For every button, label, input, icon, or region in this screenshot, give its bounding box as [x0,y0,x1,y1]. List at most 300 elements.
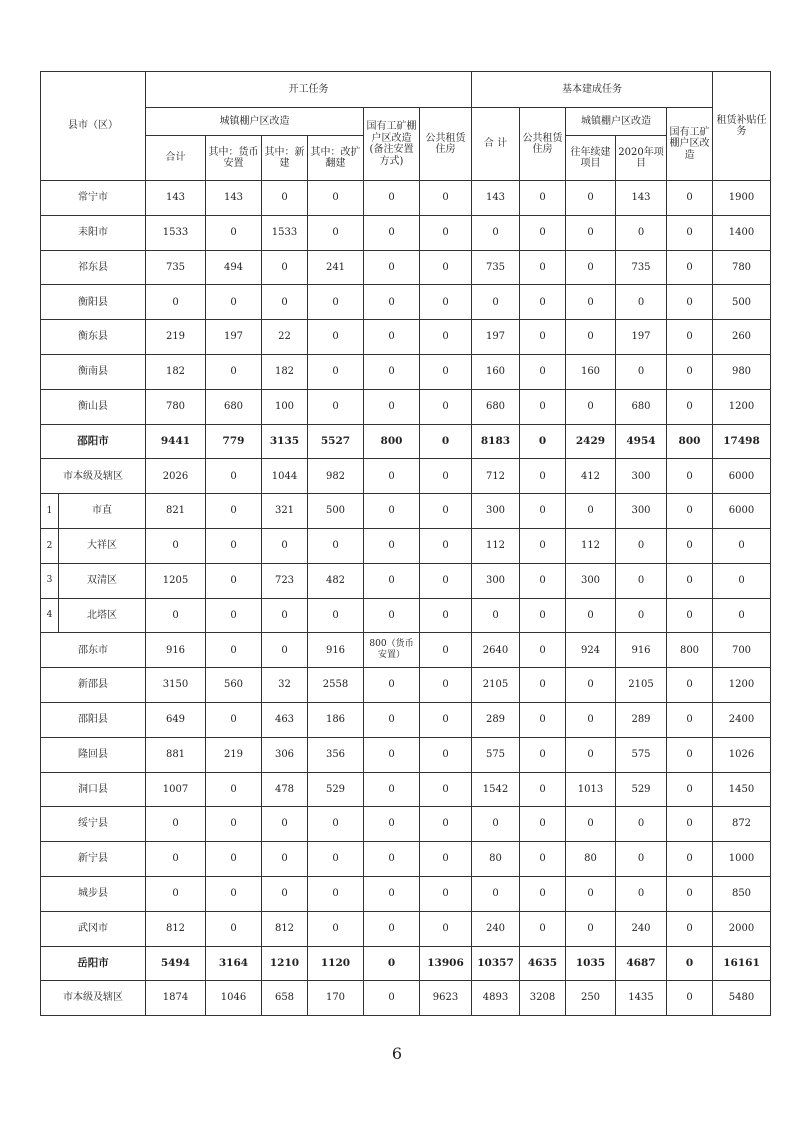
table-cell: 0 [262,807,308,842]
table-cell: 80 [566,842,616,877]
table-row [41,668,771,703]
table-cell: 1007 [146,772,206,807]
table-cell: 0 [364,876,420,911]
header-bc-soe: 国有工矿棚户区改造 [667,108,713,181]
table-cell: 1200 [713,389,771,424]
table-cell: 1533 [262,215,308,250]
page-number: 6 [391,1044,403,1063]
table-cell: 2000 [713,911,771,946]
table-row [41,424,771,459]
table-cell: 0 [667,354,713,389]
table-cell: 0 [566,181,616,216]
table-cell: 0 [146,842,206,877]
table-cell: 0 [206,633,262,668]
row-name: 衡阳县 [41,285,146,320]
table-cell: 0 [667,981,713,1016]
header-urban-shanty: 城镇棚户区改造 [146,108,364,136]
header-county: 县市（区） [41,72,146,181]
table-cell: 0 [520,702,566,737]
table-cell: 0 [616,285,667,320]
table-row [41,528,771,563]
table-cell: 735 [146,250,206,285]
table-cell: 0 [206,215,262,250]
table-cell: 735 [472,250,520,285]
row-name: 衡东县 [41,320,146,355]
table-cell: 0 [566,737,616,772]
table-cell: 0 [206,911,262,946]
table-cell: 9623 [420,981,472,1016]
row-name: 双清区 [59,563,146,598]
table-cell: 240 [472,911,520,946]
table-cell: 3135 [262,424,308,459]
table-cell: 0 [566,876,616,911]
table-cell: 0 [420,528,472,563]
table-cell: 0 [566,598,616,633]
table-cell: 723 [262,563,308,598]
table-row [41,911,771,946]
table-cell: 9441 [146,424,206,459]
table-cell: 0 [420,633,472,668]
table-cell: 779 [206,424,262,459]
table-cell: 260 [713,320,771,355]
table-cell: 1542 [472,772,520,807]
table-cell: 0 [308,598,364,633]
row-name: 耒阳市 [41,215,146,250]
table-cell: 2400 [713,702,771,737]
header-bc-public-rental: 公共租赁住房 [520,108,566,181]
table-row [41,772,771,807]
table-cell: 1026 [713,737,771,772]
table-cell: 22 [262,320,308,355]
table-cell: 0 [472,215,520,250]
table-cell: 1435 [616,981,667,1016]
table-cell: 240 [616,911,667,946]
table-cell: 100 [262,389,308,424]
table-cell: 289 [472,702,520,737]
header-bc-urban-shanty: 城镇棚户区改造 [566,108,667,136]
table-cell: 197 [206,320,262,355]
table-cell: 6000 [713,494,771,529]
table-cell: 0 [667,181,713,216]
table-cell: 0 [420,702,472,737]
table-cell: 0 [667,320,713,355]
table-cell: 0 [520,842,566,877]
header-start-tasks: 开工任务 [146,72,472,108]
table-cell: 0 [667,842,713,877]
table-cell: 1200 [713,668,771,703]
table-cell: 0 [520,911,566,946]
table-cell: 0 [262,876,308,911]
row-name: 邵阳县 [41,702,146,737]
table-cell: 680 [206,389,262,424]
table-cell: 463 [262,702,308,737]
table-cell: 0 [566,911,616,946]
table-cell: 1035 [566,946,616,981]
table-cell: 700 [713,633,771,668]
row-name: 市本级及辖区 [41,459,146,494]
row-name: 市本级及辖区 [41,981,146,1016]
table-cell: 0 [472,807,520,842]
table-cell: 0 [520,285,566,320]
table-cell: 735 [616,250,667,285]
table-cell: 0 [420,911,472,946]
table-cell: 0 [420,320,472,355]
row-name: 祁东县 [41,250,146,285]
table-cell: 0 [420,598,472,633]
table-cell: 0 [667,459,713,494]
table-cell: 575 [472,737,520,772]
table-cell: 0 [472,598,520,633]
table-cell: 0 [308,215,364,250]
header-public-rental: 公共租赁住房 [420,108,472,181]
table-cell: 0 [667,772,713,807]
table-cell: 649 [146,702,206,737]
table-row [41,320,771,355]
row-index: 4 [41,598,59,633]
table-cell: 0 [520,250,566,285]
table-row [41,285,771,320]
table-cell: 2105 [616,668,667,703]
table-cell: 0 [616,842,667,877]
table-cell: 5480 [713,981,771,1016]
table-row [41,842,771,877]
table-cell: 0 [667,946,713,981]
table-cell: 143 [206,181,262,216]
table-cell: 1210 [262,946,308,981]
table-cell: 0 [566,807,616,842]
table-cell: 0 [420,668,472,703]
table-cell: 924 [566,633,616,668]
table-row [41,181,771,216]
table-cell: 0 [667,494,713,529]
table-cell: 10357 [472,946,520,981]
table-cell: 0 [146,876,206,911]
table-cell: 0 [364,737,420,772]
table-cell: 0 [667,389,713,424]
table-cell: 0 [364,946,420,981]
table-cell: 0 [262,598,308,633]
table-cell: 0 [566,702,616,737]
table-cell: 850 [713,876,771,911]
table-cell: 0 [616,563,667,598]
table-cell: 0 [308,876,364,911]
table-cell: 0 [364,285,420,320]
header-basic-build: 基本建成任务 [472,72,713,108]
table-cell: 680 [616,389,667,424]
table-cell: 916 [308,633,364,668]
table-cell: 6000 [713,459,771,494]
table-cell: 0 [616,215,667,250]
header-bc-prior: 往年续建项目 [566,136,616,181]
table-cell: 0 [262,181,308,216]
row-index: 1 [41,494,59,529]
row-name: 大祥区 [59,528,146,563]
table-cell: 0 [206,459,262,494]
table-cell: 680 [472,389,520,424]
table-cell: 658 [262,981,308,1016]
table-cell: 80 [472,842,520,877]
table-row [41,354,771,389]
table-row [41,459,771,494]
table-cell: 0 [364,181,420,216]
header-rent-subsidy: 租赁补贴任务 [713,72,771,181]
table-cell: 0 [206,354,262,389]
table-cell: 219 [206,737,262,772]
table-cell: 0 [364,772,420,807]
table-cell: 1120 [308,946,364,981]
table-row [41,633,771,668]
table-cell: 0 [206,876,262,911]
table-cell: 800（货币安置） [364,633,420,668]
table-cell: 0 [520,598,566,633]
table-cell: 0 [364,459,420,494]
table-cell: 197 [472,320,520,355]
row-name: 邵东市 [41,633,146,668]
header-of-which-currency: 其中：货币安置 [206,136,262,181]
table-cell: 1450 [713,772,771,807]
table-row [41,250,771,285]
table-cell: 0 [146,285,206,320]
table-cell: 0 [566,250,616,285]
table-cell: 3150 [146,668,206,703]
table-cell: 0 [420,563,472,598]
table-cell: 482 [308,563,364,598]
table-cell: 0 [420,389,472,424]
header-bc-2020: 2020年项目 [616,136,667,181]
table-cell: 0 [472,285,520,320]
row-name: 岳阳市 [41,946,146,981]
header-total: 合计 [146,136,206,181]
row-index: 2 [41,528,59,563]
table-cell: 300 [472,494,520,529]
table-cell: 0 [520,772,566,807]
table-cell: 0 [420,424,472,459]
table-cell: 0 [420,772,472,807]
table-cell: 0 [520,563,566,598]
table-cell: 0 [262,633,308,668]
header-bc-total: 合 计 [472,108,520,181]
table-cell: 0 [262,250,308,285]
table-cell: 0 [420,250,472,285]
table-cell: 0 [308,911,364,946]
table-cell: 0 [364,702,420,737]
table-cell: 1900 [713,181,771,216]
table-row [41,981,771,1016]
table-cell: 1044 [262,459,308,494]
table-cell: 3208 [520,981,566,1016]
table-cell: 0 [520,354,566,389]
table-cell: 800 [667,424,713,459]
table-cell: 0 [667,668,713,703]
table-cell: 356 [308,737,364,772]
table-cell: 800 [364,424,420,459]
table-cell: 0 [364,389,420,424]
housing-task-table [40,71,771,1016]
table-cell: 0 [308,181,364,216]
table-cell: 0 [520,494,566,529]
table-cell: 0 [420,876,472,911]
table-cell: 4687 [616,946,667,981]
table-cell: 494 [206,250,262,285]
table-cell: 17498 [713,424,771,459]
table-cell: 1874 [146,981,206,1016]
table-cell: 0 [566,285,616,320]
table-cell: 0 [420,737,472,772]
row-index: 3 [41,563,59,598]
table-cell: 5494 [146,946,206,981]
table-cell: 0 [472,876,520,911]
table-cell: 780 [713,250,771,285]
table-cell: 0 [667,563,713,598]
table-cell: 529 [308,772,364,807]
row-name: 新宁县 [41,842,146,877]
table-cell: 0 [713,528,771,563]
table-cell: 0 [616,598,667,633]
table-cell: 112 [472,528,520,563]
table-cell: 0 [616,807,667,842]
table-cell: 1533 [146,215,206,250]
table-cell: 2026 [146,459,206,494]
table-row [41,215,771,250]
table-cell: 1205 [146,563,206,598]
table-cell: 0 [566,389,616,424]
table-cell: 0 [364,320,420,355]
table-cell: 0 [520,320,566,355]
table-cell: 800 [667,633,713,668]
table-cell: 1400 [713,215,771,250]
table-cell: 0 [420,215,472,250]
table-cell: 0 [364,215,420,250]
table-cell: 2105 [472,668,520,703]
table-cell: 980 [713,354,771,389]
table-row [41,876,771,911]
table-cell: 0 [308,528,364,563]
table-cell: 1000 [713,842,771,877]
table-cell: 182 [262,354,308,389]
table-cell: 8183 [472,424,520,459]
table-cell: 2640 [472,633,520,668]
table-cell: 0 [420,842,472,877]
row-name: 武冈市 [41,911,146,946]
table-cell: 0 [206,702,262,737]
table-row [41,389,771,424]
table-cell: 1046 [206,981,262,1016]
table-cell: 500 [308,494,364,529]
table-cell: 0 [146,807,206,842]
table-cell: 0 [420,807,472,842]
table-row [41,598,771,633]
table-cell: 0 [420,354,472,389]
row-name: 衡山县 [41,389,146,424]
table-cell: 0 [262,842,308,877]
table-cell: 982 [308,459,364,494]
table-cell: 0 [713,598,771,633]
table-cell: 0 [308,807,364,842]
table-cell: 0 [146,598,206,633]
table-cell: 0 [364,981,420,1016]
table-cell: 0 [616,876,667,911]
table-row [41,702,771,737]
table-cell: 0 [364,842,420,877]
table-cell: 0 [420,181,472,216]
table-row [41,494,771,529]
table-cell: 0 [667,876,713,911]
table-cell: 0 [206,772,262,807]
table-cell: 321 [262,494,308,529]
table-cell: 0 [520,215,566,250]
row-name: 新邵县 [41,668,146,703]
table-row [41,807,771,842]
table-cell: 812 [262,911,308,946]
table-cell: 143 [472,181,520,216]
table-cell: 0 [520,668,566,703]
table-cell: 0 [520,528,566,563]
table-cell: 0 [364,250,420,285]
table-cell: 412 [566,459,616,494]
table-cell: 0 [364,911,420,946]
row-name: 市直 [59,494,146,529]
table-cell: 300 [566,563,616,598]
table-cell: 219 [146,320,206,355]
table-cell: 0 [364,494,420,529]
table-cell: 0 [667,911,713,946]
table-cell: 1013 [566,772,616,807]
table-cell: 0 [420,494,472,529]
table-cell: 0 [667,528,713,563]
table-row [41,737,771,772]
table-cell: 0 [667,285,713,320]
table-cell: 250 [566,981,616,1016]
table-cell: 0 [520,633,566,668]
table-cell: 478 [262,772,308,807]
table-cell: 872 [713,807,771,842]
table-cell: 0 [566,494,616,529]
table-cell: 13906 [420,946,472,981]
table-cell: 300 [616,459,667,494]
table-cell: 241 [308,250,364,285]
table-cell: 0 [206,807,262,842]
row-name: 邵阳市 [41,424,146,459]
table-cell: 5527 [308,424,364,459]
table-cell: 0 [262,285,308,320]
table-cell: 916 [616,633,667,668]
table-cell: 4635 [520,946,566,981]
table-cell: 2558 [308,668,364,703]
table-cell: 916 [146,633,206,668]
table-cell: 0 [520,389,566,424]
row-name: 常宁市 [41,181,146,216]
table-cell: 170 [308,981,364,1016]
table-cell: 0 [520,424,566,459]
table-cell: 0 [308,389,364,424]
table-cell: 0 [667,807,713,842]
table-cell: 4954 [616,424,667,459]
table-cell: 780 [146,389,206,424]
table-cell: 16161 [713,946,771,981]
table-cell: 0 [206,528,262,563]
table-cell: 306 [262,737,308,772]
table-cell: 0 [364,807,420,842]
table-cell: 0 [206,598,262,633]
table-cell: 0 [420,285,472,320]
table-cell: 0 [364,528,420,563]
table-cell: 0 [520,807,566,842]
row-name: 绥宁县 [41,807,146,842]
table-cell: 112 [566,528,616,563]
table-cell: 186 [308,702,364,737]
table-cell: 289 [616,702,667,737]
table-cell: 300 [472,563,520,598]
